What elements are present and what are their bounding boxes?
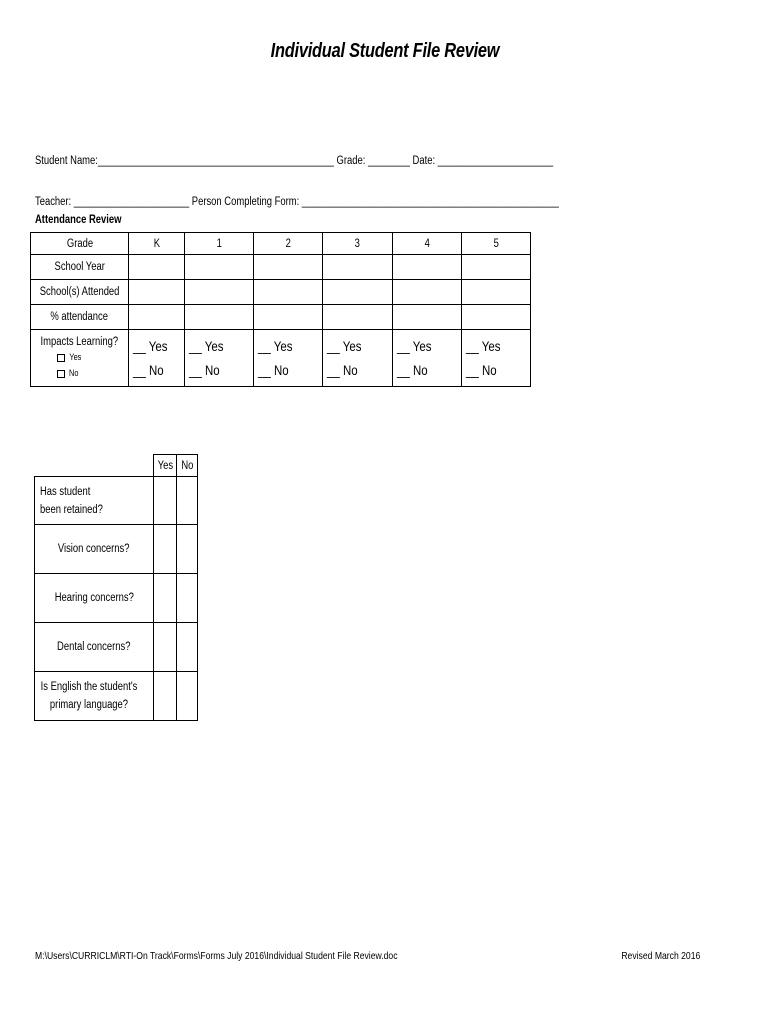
english-no[interactable] xyxy=(177,672,198,721)
schools-attended-4[interactable] xyxy=(392,280,461,305)
schools-attended-row xyxy=(31,280,531,305)
school-year-label: School Year xyxy=(31,255,129,280)
student-info-line: Student Name:_____________________________________________ Grade: ________ Date: ______________________ xyxy=(35,155,554,167)
teacher-info-line: Teacher: ______________________ Person Completing Form: _________________________________________________ xyxy=(35,196,559,208)
english-row xyxy=(35,672,198,721)
grade-label-cell: Grade xyxy=(31,233,129,255)
school-year-5[interactable] xyxy=(461,255,530,280)
schools-attended-5[interactable] xyxy=(461,280,530,305)
dental-yes[interactable] xyxy=(154,623,177,672)
impacts-1[interactable]: __ Yes __ No xyxy=(185,330,254,387)
hearing-yes[interactable] xyxy=(154,574,177,623)
attendance-percent-5[interactable] xyxy=(461,305,530,330)
schools-attended-2[interactable] xyxy=(254,280,323,305)
vision-no[interactable] xyxy=(177,525,198,574)
attendance-percent-4[interactable] xyxy=(392,305,461,330)
vision-question: Vision concerns? xyxy=(35,525,154,574)
impacts-5[interactable]: __ Yes __ No xyxy=(461,330,530,387)
schools-attended-3[interactable] xyxy=(323,280,392,305)
dental-question: Dental concerns? xyxy=(35,623,154,672)
grade-k-cell: K xyxy=(129,233,185,255)
school-year-3[interactable] xyxy=(323,255,392,280)
attendance-review-heading: Attendance Review xyxy=(35,214,122,226)
dental-no[interactable] xyxy=(177,623,198,672)
dental-row xyxy=(35,623,198,672)
impacts-no-option[interactable]: No xyxy=(57,365,128,381)
school-year-4[interactable] xyxy=(392,255,461,280)
grade-4-cell: 4 xyxy=(392,233,461,255)
checkbox-icon xyxy=(57,370,65,378)
impacts-4[interactable]: __ Yes __ No xyxy=(392,330,461,387)
school-year-k[interactable] xyxy=(129,255,185,280)
schools-attended-k[interactable] xyxy=(129,280,185,305)
english-question: Is English the student's primary language? xyxy=(35,672,154,721)
grade-5-cell: 5 xyxy=(461,233,530,255)
hearing-row xyxy=(35,574,198,623)
grade-2-cell: 2 xyxy=(254,233,323,255)
checkbox-icon xyxy=(57,354,65,362)
impacts-3[interactable]: __ Yes __ No xyxy=(323,330,392,387)
attendance-percent-1[interactable] xyxy=(185,305,254,330)
attendance-percent-3[interactable] xyxy=(323,305,392,330)
hearing-question: Hearing concerns? xyxy=(35,574,154,623)
retained-row xyxy=(35,477,198,525)
impacts-learning-row xyxy=(31,330,531,387)
impacts-2[interactable]: __ Yes __ No xyxy=(254,330,323,387)
vision-row xyxy=(35,525,198,574)
attendance-table xyxy=(30,232,531,387)
attendance-percent-label: % attendance xyxy=(31,305,129,330)
concerns-no-header: No xyxy=(177,455,198,477)
school-year-2[interactable] xyxy=(254,255,323,280)
attendance-percent-2[interactable] xyxy=(254,305,323,330)
revised-date-footer: Revised March 2016 xyxy=(621,950,700,962)
retained-question: Has student been retained? xyxy=(35,477,154,525)
retained-no[interactable] xyxy=(177,477,198,525)
school-year-row xyxy=(31,255,531,280)
schools-attended-1[interactable] xyxy=(185,280,254,305)
concerns-header-row xyxy=(35,455,198,477)
vision-yes[interactable] xyxy=(154,525,177,574)
impacts-k[interactable]: __ Yes __ No xyxy=(129,330,185,387)
grade-header-row xyxy=(31,233,531,255)
concerns-yes-header: Yes xyxy=(154,455,177,477)
grade-1-cell: 1 xyxy=(185,233,254,255)
file-path-footer: M:\Users\CURRICLM\RTI-On Track\Forms\Forms July 2016\Individual Student File Review.doc xyxy=(35,950,398,962)
schools-attended-label: School(s) Attended xyxy=(31,280,129,305)
page-title: Individual Student File Review xyxy=(270,40,500,62)
retained-yes[interactable] xyxy=(154,477,177,525)
concerns-corner xyxy=(35,455,154,477)
school-year-1[interactable] xyxy=(185,255,254,280)
impacts-learning-label: Impacts Learning? Yes No xyxy=(31,330,129,387)
impacts-options xyxy=(31,349,128,381)
english-yes[interactable] xyxy=(154,672,177,721)
concerns-table xyxy=(34,454,198,721)
hearing-no[interactable] xyxy=(177,574,198,623)
grade-3-cell: 3 xyxy=(323,233,392,255)
impacts-yes-option[interactable]: Yes xyxy=(57,349,128,365)
attendance-percent-row xyxy=(31,305,531,330)
attendance-percent-k[interactable] xyxy=(129,305,185,330)
